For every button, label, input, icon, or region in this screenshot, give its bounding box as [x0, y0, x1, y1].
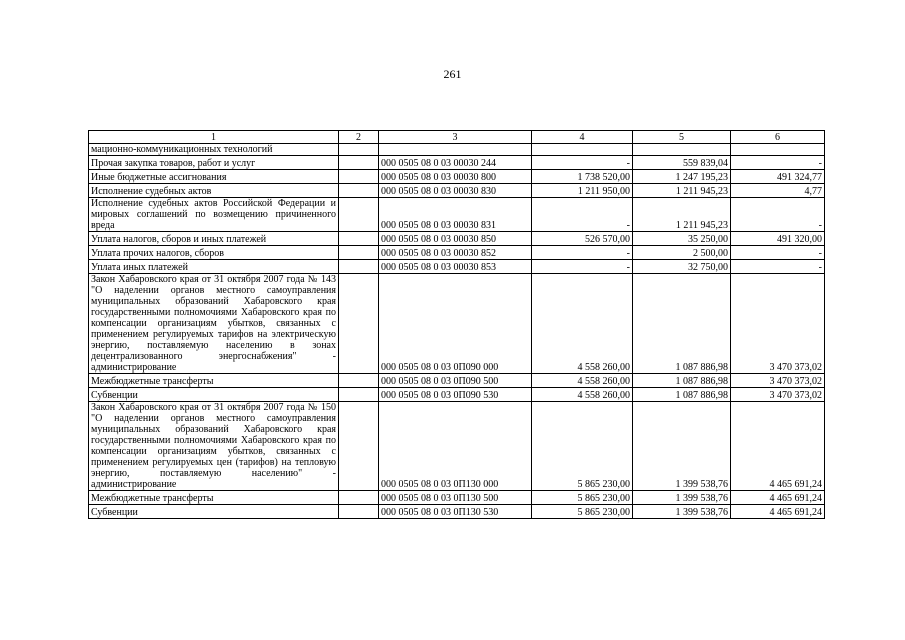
table-row [89, 246, 825, 260]
page-number: 261 [443, 67, 462, 81]
row-col2 [339, 260, 379, 274]
row-name: Уплата иных платежей [89, 260, 339, 274]
table-row [89, 156, 825, 170]
table-row [89, 374, 825, 388]
row-value-4: 5 865 230,00 [532, 505, 633, 519]
row-value-5: 1 247 195,23 [633, 170, 731, 184]
row-code: 000 0505 08 0 03 00030 852 [379, 246, 532, 260]
row-name: Закон Хабаровского края от 31 октября 2007 года № 150 "О наделении органов местного самоуправления муниципальных образований Хабаровского края государственными полномочиями Хабаровского края по компенсации организациям убытков, связанных с применением регулируемых цен (тарифов) на тепловую энергию, поставляемую населению" - администрирование [89, 402, 339, 491]
table-row [89, 388, 825, 402]
table-row [89, 274, 825, 374]
row-value-5: 1 399 538,76 [633, 491, 731, 505]
row-code [379, 144, 532, 156]
table-header [89, 131, 825, 144]
row-value-6: 4 465 691,24 [731, 491, 825, 505]
row-col2 [339, 274, 379, 374]
row-code: 000 0505 08 0 03 00030 800 [379, 170, 532, 184]
header-col-3: 3 [379, 131, 532, 144]
row-name: Закон Хабаровского края от 31 октября 2007 года № 143 "О наделении органов местного самоуправления муниципальных образований Хабаровского края государственными полномочиями Хабаровского края по компенсации организациям убытков, связанных с применением регулируемых тарифов на электрическую энергию, поставляемую населению в зонах децентрализованного энергоснабжения" - администрирование [89, 274, 339, 374]
row-value-4: 4 558 260,00 [532, 374, 633, 388]
row-value-6: - [731, 198, 825, 232]
row-value-4: 5 865 230,00 [532, 402, 633, 491]
row-value-6 [731, 144, 825, 156]
row-value-5 [633, 144, 731, 156]
row-col2 [339, 232, 379, 246]
row-name: мационно-коммуникационных технологий [89, 144, 339, 156]
row-col2 [339, 156, 379, 170]
row-code: 000 0505 08 0 03 00030 853 [379, 260, 532, 274]
row-value-5: 2 500,00 [633, 246, 731, 260]
row-col2 [339, 505, 379, 519]
table-row [89, 232, 825, 246]
header-col-5: 5 [633, 131, 731, 144]
row-value-6: 3 470 373,02 [731, 388, 825, 402]
row-value-4: - [532, 156, 633, 170]
row-value-4: 526 570,00 [532, 232, 633, 246]
row-value-5: 1 087 886,98 [633, 374, 731, 388]
row-name: Прочая закупка товаров, работ и услуг [89, 156, 339, 170]
row-value-5: 32 750,00 [633, 260, 731, 274]
row-code: 000 0505 08 0 03 0П090 530 [379, 388, 532, 402]
row-value-6: 491 324,77 [731, 170, 825, 184]
row-value-6: 4,77 [731, 184, 825, 198]
row-col2 [339, 144, 379, 156]
row-value-5: 1 399 538,76 [633, 505, 731, 519]
row-value-4: - [532, 198, 633, 232]
row-value-4: 4 558 260,00 [532, 274, 633, 374]
row-value-6: - [731, 246, 825, 260]
row-name: Межбюджетные трансферты [89, 374, 339, 388]
header-row [89, 131, 825, 144]
row-value-5: 559 839,04 [633, 156, 731, 170]
table-row [89, 170, 825, 184]
table-row [89, 491, 825, 505]
row-code: 000 0505 08 0 03 00030 850 [379, 232, 532, 246]
row-value-4: - [532, 260, 633, 274]
row-value-5: 1 087 886,98 [633, 388, 731, 402]
row-col2 [339, 170, 379, 184]
row-col2 [339, 246, 379, 260]
table-row [89, 198, 825, 232]
row-code: 000 0505 08 0 03 00030 830 [379, 184, 532, 198]
row-code: 000 0505 08 0 03 0П130 530 [379, 505, 532, 519]
row-value-6: 4 465 691,24 [731, 505, 825, 519]
row-value-5: 1 211 945,23 [633, 184, 731, 198]
row-col2 [339, 374, 379, 388]
row-value-6: - [731, 156, 825, 170]
row-value-4: 4 558 260,00 [532, 388, 633, 402]
row-code: 000 0505 08 0 03 00030 831 [379, 198, 532, 232]
table-row [89, 144, 825, 156]
row-value-5: 1 087 886,98 [633, 274, 731, 374]
header-col-1: 1 [89, 131, 339, 144]
budget-table [88, 130, 825, 519]
row-col2 [339, 184, 379, 198]
row-name: Межбюджетные трансферты [89, 491, 339, 505]
row-value-5: 1 211 945,23 [633, 198, 731, 232]
table-row [89, 184, 825, 198]
row-value-6: - [731, 260, 825, 274]
table-body [89, 144, 825, 519]
header-col-2: 2 [339, 131, 379, 144]
row-value-5: 1 399 538,76 [633, 402, 731, 491]
row-code: 000 0505 08 0 03 00030 244 [379, 156, 532, 170]
row-col2 [339, 388, 379, 402]
row-value-6: 491 320,00 [731, 232, 825, 246]
row-col2 [339, 402, 379, 491]
header-col-4: 4 [532, 131, 633, 144]
table-row [89, 505, 825, 519]
row-code: 000 0505 08 0 03 0П090 000 [379, 274, 532, 374]
row-value-4: 1 738 520,00 [532, 170, 633, 184]
row-name: Исполнение судебных актов [89, 184, 339, 198]
row-name: Иные бюджетные ассигнования [89, 170, 339, 184]
row-name: Исполнение судебных актов Российской Федерации и мировых соглашений по возмещению причиненного вреда [89, 198, 339, 232]
row-value-6: 3 470 373,02 [731, 374, 825, 388]
row-name: Уплата налогов, сборов и иных платежей [89, 232, 339, 246]
row-name: Субвенции [89, 388, 339, 402]
row-name: Уплата прочих налогов, сборов [89, 246, 339, 260]
table-row [89, 260, 825, 274]
row-col2 [339, 198, 379, 232]
table-row [89, 402, 825, 491]
row-value-4 [532, 144, 633, 156]
row-value-4: 5 865 230,00 [532, 491, 633, 505]
row-name: Субвенции [89, 505, 339, 519]
row-value-4: - [532, 246, 633, 260]
row-code: 000 0505 08 0 03 0П130 000 [379, 402, 532, 491]
row-code: 000 0505 08 0 03 0П090 500 [379, 374, 532, 388]
row-value-5: 35 250,00 [633, 232, 731, 246]
header-col-6: 6 [731, 131, 825, 144]
row-code: 000 0505 08 0 03 0П130 500 [379, 491, 532, 505]
row-value-6: 4 465 691,24 [731, 402, 825, 491]
row-col2 [339, 491, 379, 505]
row-value-4: 1 211 950,00 [532, 184, 633, 198]
row-value-6: 3 470 373,02 [731, 274, 825, 374]
